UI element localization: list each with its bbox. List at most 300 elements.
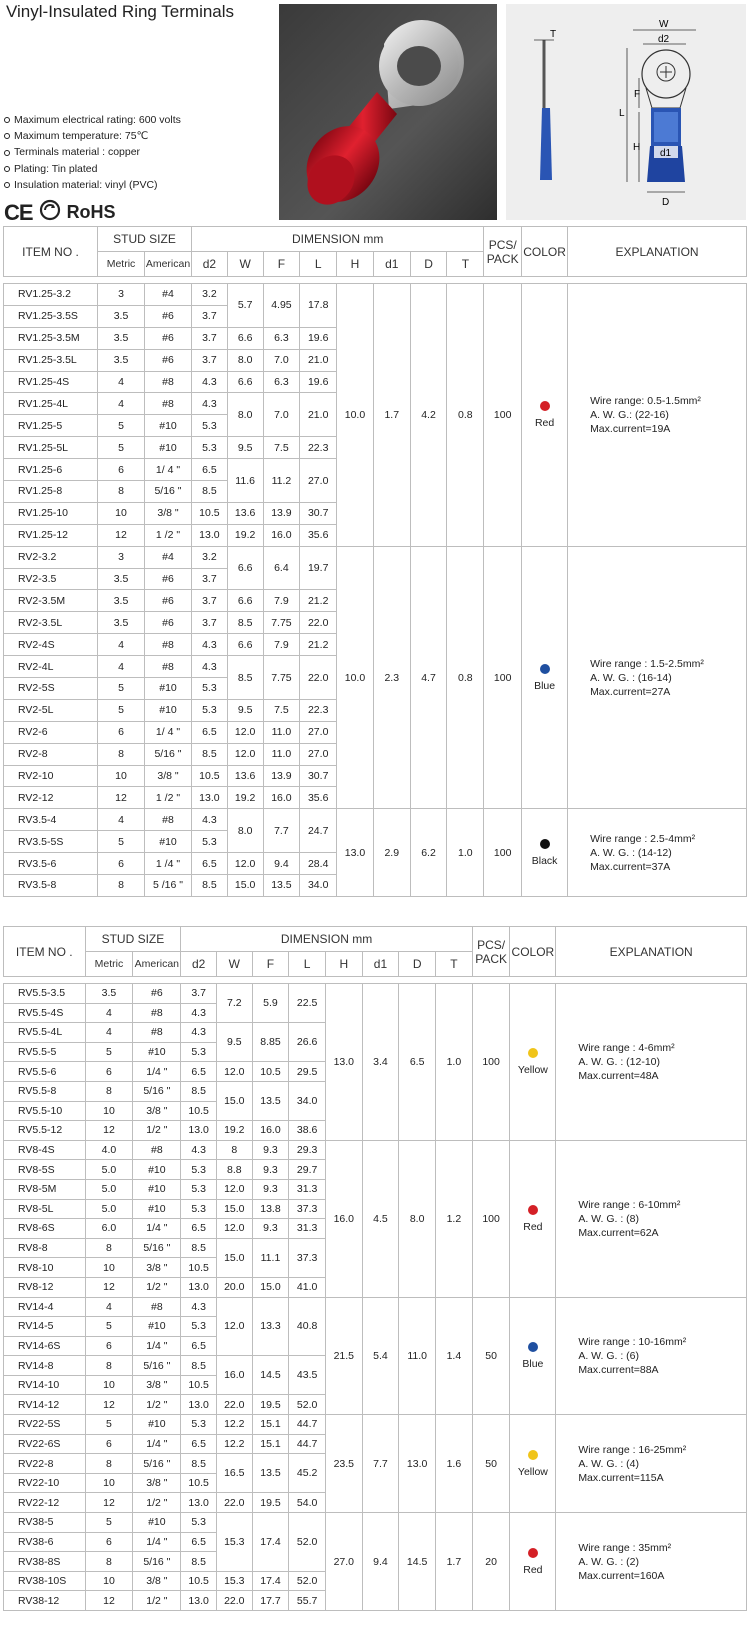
american-cell: 1 /4 " [145, 853, 192, 875]
d-cell: 13.0 [399, 1415, 436, 1513]
item-no: RV1.25-3.5S [4, 305, 98, 327]
color-dot-icon [540, 839, 550, 849]
w-cell: 12.2 [216, 1415, 252, 1435]
color-cell [522, 284, 568, 547]
item-no: RV1.25-3.5M [4, 327, 98, 349]
d2-cell: 8.5 [181, 1552, 217, 1572]
f-cell: 5.9 [252, 984, 289, 1023]
d2-cell: 5.3 [192, 415, 228, 437]
l-cell: 21.2 [300, 590, 337, 612]
l-cell: 44.7 [289, 1434, 326, 1454]
product-photo [279, 4, 497, 220]
w-cell: 16.0 [216, 1356, 252, 1395]
d2-cell: 8.5 [192, 875, 228, 897]
american-cell: 5/16 " [133, 1552, 181, 1572]
d1-cell: 9.4 [362, 1513, 399, 1611]
f-cell: 9.3 [252, 1160, 289, 1180]
item-no: RV38-5 [4, 1513, 86, 1533]
f-cell: 6.4 [263, 546, 300, 590]
american-cell: #6 [145, 568, 192, 590]
d-cell: 11.0 [399, 1297, 436, 1415]
f-cell: 16.0 [263, 524, 300, 546]
bullet-icon [4, 150, 10, 156]
h-cell: 13.0 [325, 984, 362, 1141]
l-cell: 38.6 [289, 1121, 326, 1141]
header-H: H [325, 952, 362, 977]
l-cell: 34.0 [300, 875, 337, 897]
header-stud: STUD SIZE [85, 927, 181, 952]
item-no: RV1.25-4S [4, 371, 98, 393]
header-D: D [410, 252, 447, 277]
header-american: American [145, 252, 192, 277]
pcs-cell: 50 [472, 1297, 510, 1415]
explanation-line: Wire range : 4-6mm² [578, 1041, 675, 1054]
metric-cell: 3.5 [98, 590, 145, 612]
american-cell: #4 [145, 546, 192, 568]
metric-cell: 6 [85, 1062, 133, 1082]
w-cell: 6.6 [227, 546, 263, 590]
f-cell: 7.5 [263, 699, 300, 721]
item-no: RV38-12 [4, 1591, 86, 1611]
item-no: RV5.5-12 [4, 1121, 86, 1141]
american-cell: 1/ 4 " [145, 721, 192, 743]
spec-item: Maximum electrical rating: 600 volts [4, 112, 181, 128]
item-no: RV5.5-4L [4, 1023, 86, 1043]
w-cell: 15.0 [216, 1199, 252, 1219]
h-cell: 21.5 [325, 1297, 362, 1415]
american-cell: 5/16 " [145, 481, 192, 503]
metric-cell: 5 [85, 1415, 133, 1435]
item-no: RV1.25-10 [4, 502, 98, 524]
l-cell: 52.0 [289, 1571, 326, 1591]
l-cell: 52.0 [289, 1513, 326, 1572]
d2-cell: 6.5 [181, 1062, 217, 1082]
d2-cell: 8.5 [181, 1238, 217, 1258]
american-cell: 5/16 " [145, 743, 192, 765]
w-cell: 9.5 [227, 699, 263, 721]
header-D: D [399, 952, 436, 977]
f-cell: 14.5 [252, 1356, 289, 1395]
item-no: RV1.25-3.5L [4, 349, 98, 371]
metric-cell: 12 [98, 524, 145, 546]
metric-cell: 4 [98, 371, 145, 393]
explanation-line: Wire range : 16-25mm² [578, 1443, 687, 1456]
metric-cell: 4.0 [85, 1140, 133, 1160]
d2-cell: 8.5 [181, 1454, 217, 1474]
w-cell: 12.0 [227, 721, 263, 743]
d-cell: 6.5 [399, 984, 436, 1141]
color-cell [510, 984, 556, 1141]
explanation-cell [568, 809, 747, 897]
table-row [4, 1140, 747, 1160]
metric-cell: 12 [98, 787, 145, 809]
item-no: RV14-8 [4, 1356, 86, 1376]
d-cell: 8.0 [399, 1140, 436, 1297]
f-cell: 10.5 [252, 1062, 289, 1082]
l-cell: 21.0 [300, 393, 337, 437]
rohs-mark: RoHS [66, 202, 116, 222]
certification-logos [4, 199, 116, 226]
f-cell: 7.7 [263, 809, 300, 853]
header-L: L [300, 252, 337, 277]
item-no: RV8-5L [4, 1199, 86, 1219]
f-cell: 7.9 [263, 634, 300, 656]
metric-cell: 6.0 [85, 1219, 133, 1239]
metric-cell: 10 [85, 1258, 133, 1278]
l-cell: 21.2 [300, 634, 337, 656]
american-cell: 1/4 " [133, 1336, 181, 1356]
color-dot-icon [528, 1048, 538, 1058]
pcs-cell: 100 [484, 809, 522, 897]
w-cell: 12.0 [227, 853, 263, 875]
color-label: Yellow [517, 1063, 548, 1076]
f-cell: 4.95 [263, 284, 300, 328]
item-no: RV22-12 [4, 1493, 86, 1513]
w-cell: 15.3 [216, 1513, 252, 1572]
d1-cell: 2.3 [373, 546, 410, 809]
d2-cell: 10.5 [181, 1101, 217, 1121]
d2-cell: 4.3 [192, 656, 228, 678]
item-no: RV38-6 [4, 1532, 86, 1552]
l-cell: 29.5 [289, 1062, 326, 1082]
f-cell: 9.3 [252, 1140, 289, 1160]
label-L: L [619, 108, 625, 119]
item-no: RV5.5-6 [4, 1062, 86, 1082]
w-cell: 8.5 [227, 612, 263, 634]
american-cell: #8 [145, 634, 192, 656]
h-cell: 10.0 [337, 546, 374, 809]
w-cell: 7.2 [216, 984, 252, 1023]
metric-cell: 8 [85, 1356, 133, 1376]
h-cell: 27.0 [325, 1513, 362, 1611]
d2-cell: 5.3 [181, 1042, 217, 1062]
explanation-line: Max.current=37A [590, 860, 671, 873]
w-cell: 13.6 [227, 765, 263, 787]
header-metric: Metric [85, 952, 133, 977]
l-cell: 29.3 [289, 1140, 326, 1160]
header-d2: d2 [192, 252, 228, 277]
header-pcs: PCS/ PACK [484, 227, 522, 277]
w-cell: 22.0 [216, 1395, 252, 1415]
metric-cell: 6 [98, 721, 145, 743]
t-cell: 1.0 [447, 809, 484, 897]
metric-cell: 3.5 [98, 327, 145, 349]
d2-cell: 13.0 [181, 1121, 217, 1141]
american-cell: 5/16 " [133, 1238, 181, 1258]
spec-item: Insulation material: vinyl (PVC) [4, 177, 181, 193]
bullet-icon [4, 117, 10, 123]
american-cell: 1/2 " [133, 1395, 181, 1415]
explanation-line: Max.current=19A [590, 422, 671, 435]
f-cell: 13.8 [252, 1199, 289, 1219]
metric-cell: 3.5 [98, 612, 145, 634]
label-F: F [634, 89, 641, 100]
header-F: F [263, 252, 300, 277]
d2-cell: 4.3 [192, 393, 228, 415]
explanation-line: Max.current=48A [578, 1069, 659, 1082]
l-cell: 27.0 [300, 459, 337, 503]
item-no: RV8-4S [4, 1140, 86, 1160]
f-cell: 9.3 [252, 1219, 289, 1239]
l-cell: 22.0 [300, 656, 337, 700]
american-cell: 1/2 " [133, 1591, 181, 1611]
d2-cell: 4.3 [192, 809, 228, 831]
american-cell: #10 [133, 1042, 181, 1062]
explanation-line: A. W. G. : (8) [578, 1212, 639, 1225]
w-cell: 8.0 [227, 809, 263, 853]
page-title: Vinyl-Insulated Ring Terminals [6, 2, 235, 21]
item-no: RV3.5-4 [4, 809, 98, 831]
metric-cell: 4 [85, 1297, 133, 1317]
table-row [4, 1297, 747, 1317]
color-label: Black [531, 854, 558, 867]
f-cell: 15.1 [252, 1415, 289, 1435]
american-cell: 5/16 " [133, 1454, 181, 1474]
w-cell: 8.8 [216, 1160, 252, 1180]
label-d1: d1 [660, 148, 672, 159]
metric-cell: 8 [85, 1081, 133, 1101]
f-cell: 7.75 [263, 656, 300, 700]
explanation-line: A. W. G. : (16-14) [590, 671, 672, 684]
header-american: American [133, 952, 181, 977]
item-no: RV1.25-5L [4, 437, 98, 459]
explanation-line: A. W. G. : (4) [578, 1457, 639, 1470]
american-cell: #10 [145, 699, 192, 721]
item-no: RV22-5S [4, 1415, 86, 1435]
l-cell: 45.2 [289, 1454, 326, 1493]
d2-cell: 4.3 [181, 1297, 217, 1317]
w-cell: 22.0 [216, 1591, 252, 1611]
explanation-line: A. W. G. : (6) [578, 1349, 639, 1362]
american-cell: 1 /2 " [145, 524, 192, 546]
spec-list [4, 112, 181, 193]
american-cell: 3/8 " [145, 765, 192, 787]
color-dot-icon [528, 1450, 538, 1460]
table-body [4, 284, 747, 897]
metric-cell: 12 [85, 1493, 133, 1513]
american-cell: #10 [133, 1317, 181, 1337]
d-cell: 14.5 [399, 1513, 436, 1611]
item-no: RV22-8 [4, 1454, 86, 1474]
metric-cell: 12 [85, 1395, 133, 1415]
d2-cell: 13.0 [192, 524, 228, 546]
metric-cell: 3 [98, 546, 145, 568]
f-cell: 6.3 [263, 327, 300, 349]
dimension-drawing [506, 4, 746, 220]
l-cell: 30.7 [300, 502, 337, 524]
header-expl: EXPLANATION [568, 227, 747, 277]
color-label: Blue [534, 679, 556, 692]
d2-cell: 6.5 [181, 1336, 217, 1356]
american-cell: #10 [133, 1513, 181, 1533]
header-color: COLOR [510, 927, 556, 977]
d2-cell: 8.5 [192, 743, 228, 765]
bullet-icon [4, 133, 10, 139]
item-no: RV14-5 [4, 1317, 86, 1337]
item-no: RV3.5-8 [4, 875, 98, 897]
explanation-line: Wire range : 35mm² [578, 1541, 672, 1554]
label-d2: d2 [658, 34, 670, 45]
american-cell: #6 [145, 590, 192, 612]
american-cell: #6 [145, 349, 192, 371]
metric-cell: 8 [98, 875, 145, 897]
d1-cell: 4.5 [362, 1140, 399, 1297]
american-cell: #6 [145, 327, 192, 349]
w-cell: 15.3 [216, 1571, 252, 1591]
w-cell: 22.0 [216, 1493, 252, 1513]
metric-cell: 6 [98, 853, 145, 875]
d2-cell: 13.0 [181, 1277, 217, 1297]
l-cell: 37.3 [289, 1199, 326, 1219]
metric-cell: 5 [85, 1513, 133, 1533]
color-label: Red [534, 416, 555, 429]
l-cell: 22.3 [300, 437, 337, 459]
american-cell: #10 [145, 415, 192, 437]
h-cell: 10.0 [337, 284, 374, 547]
l-cell: 28.4 [300, 853, 337, 875]
color-dot-icon [540, 401, 550, 411]
f-cell: 7.5 [263, 437, 300, 459]
item-no: RV8-10 [4, 1258, 86, 1278]
w-cell: 9.5 [227, 437, 263, 459]
l-cell: 19.6 [300, 327, 337, 349]
w-cell: 12.0 [216, 1062, 252, 1082]
w-cell: 15.0 [227, 875, 263, 897]
d2-cell: 4.3 [181, 1140, 217, 1160]
l-cell: 35.6 [300, 524, 337, 546]
metric-cell: 4 [85, 1023, 133, 1043]
w-cell: 11.6 [227, 459, 263, 503]
explanation-line: Max.current=88A [578, 1363, 659, 1376]
item-no: RV14-12 [4, 1395, 86, 1415]
metric-cell: 8 [85, 1238, 133, 1258]
f-cell: 17.4 [252, 1571, 289, 1591]
table-header [4, 927, 747, 984]
metric-cell: 12 [85, 1121, 133, 1141]
d2-cell: 6.5 [181, 1434, 217, 1454]
american-cell: #10 [133, 1415, 181, 1435]
item-no: RV8-12 [4, 1277, 86, 1297]
american-cell: 3/8 " [133, 1258, 181, 1278]
d2-cell: 10.5 [181, 1375, 217, 1395]
metric-cell: 5.0 [85, 1199, 133, 1219]
w-cell: 19.2 [227, 524, 263, 546]
item-no: RV1.25-5 [4, 415, 98, 437]
item-no: RV1.25-12 [4, 524, 98, 546]
l-cell: 55.7 [289, 1591, 326, 1611]
table-body [4, 984, 747, 1611]
color-dot-icon [528, 1342, 538, 1352]
american-cell: 1/2 " [133, 1493, 181, 1513]
pcs-cell: 100 [472, 1140, 510, 1297]
f-cell: 11.1 [252, 1238, 289, 1277]
item-no: RV14-6S [4, 1336, 86, 1356]
metric-cell: 5 [85, 1317, 133, 1337]
explanation-line: Wire range : 2.5-4mm² [590, 832, 696, 845]
color-label: Red [523, 1220, 543, 1233]
american-cell: #4 [145, 284, 192, 306]
d2-cell: 3.7 [192, 568, 228, 590]
item-no: RV2-12 [4, 787, 98, 809]
item-no: RV14-10 [4, 1375, 86, 1395]
l-cell: 43.5 [289, 1356, 326, 1395]
item-no: RV2-5S [4, 678, 98, 700]
f-cell: 6.3 [263, 371, 300, 393]
w-cell: 13.6 [227, 502, 263, 524]
d2-cell: 5.3 [192, 699, 228, 721]
item-no: RV5.5-8 [4, 1081, 86, 1101]
h-cell: 23.5 [325, 1415, 362, 1513]
d2-cell: 10.5 [192, 502, 228, 524]
d2-cell: 4.3 [192, 634, 228, 656]
l-cell: 27.0 [300, 721, 337, 743]
american-cell: 1/4 " [133, 1434, 181, 1454]
l-cell: 19.7 [300, 546, 337, 590]
header-dim: DIMENSION mm [181, 927, 472, 952]
w-cell: 12.0 [216, 1219, 252, 1239]
metric-cell: 10 [98, 502, 145, 524]
american-cell: 1/4 " [133, 1062, 181, 1082]
pcs-cell: 20 [472, 1513, 510, 1611]
color-label: Red [523, 1563, 543, 1576]
american-cell: 1/4 " [133, 1219, 181, 1239]
metric-cell: 5 [85, 1042, 133, 1062]
f-cell: 13.5 [263, 875, 300, 897]
w-cell: 9.5 [216, 1023, 252, 1062]
f-cell: 9.4 [263, 853, 300, 875]
f-cell: 13.9 [263, 765, 300, 787]
explanation-line: Max.current=62A [578, 1226, 659, 1239]
l-cell: 29.7 [289, 1160, 326, 1180]
metric-cell: 5 [98, 831, 145, 853]
item-no: RV2-3.5M [4, 590, 98, 612]
l-cell: 44.7 [289, 1415, 326, 1435]
pcs-cell: 100 [472, 984, 510, 1141]
table-row [4, 284, 747, 306]
t-cell: 0.8 [447, 546, 484, 809]
metric-cell: 12 [85, 1277, 133, 1297]
d2-cell: 3.7 [192, 612, 228, 634]
w-cell: 12.0 [227, 743, 263, 765]
d2-cell: 6.5 [192, 853, 228, 875]
header-color: COLOR [522, 227, 568, 277]
explanation-cell [568, 546, 747, 809]
metric-cell: 6 [85, 1532, 133, 1552]
l-cell: 40.8 [289, 1297, 326, 1356]
d2-cell: 3.7 [192, 327, 228, 349]
w-cell: 6.6 [227, 590, 263, 612]
american-cell: 1/ 4 " [145, 459, 192, 481]
f-cell: 16.0 [252, 1121, 289, 1141]
spec-item: Terminals material : copper [4, 144, 181, 160]
f-cell: 13.5 [252, 1081, 289, 1120]
w-cell: 6.6 [227, 634, 263, 656]
metric-cell: 8 [85, 1454, 133, 1474]
header-metric: Metric [98, 252, 145, 277]
item-no: RV2-4L [4, 656, 98, 678]
color-cell [510, 1415, 556, 1513]
item-no: RV2-4S [4, 634, 98, 656]
item-no: RV2-3.5L [4, 612, 98, 634]
item-no: RV2-5L [4, 699, 98, 721]
metric-cell: 4 [98, 809, 145, 831]
t-cell: 1.4 [435, 1297, 472, 1415]
color-label: Yellow [517, 1465, 548, 1478]
color-label: Blue [522, 1357, 544, 1370]
d2-cell: 4.3 [181, 1003, 217, 1023]
american-cell: 1/2 " [133, 1277, 181, 1297]
metric-cell: 5.0 [85, 1179, 133, 1199]
